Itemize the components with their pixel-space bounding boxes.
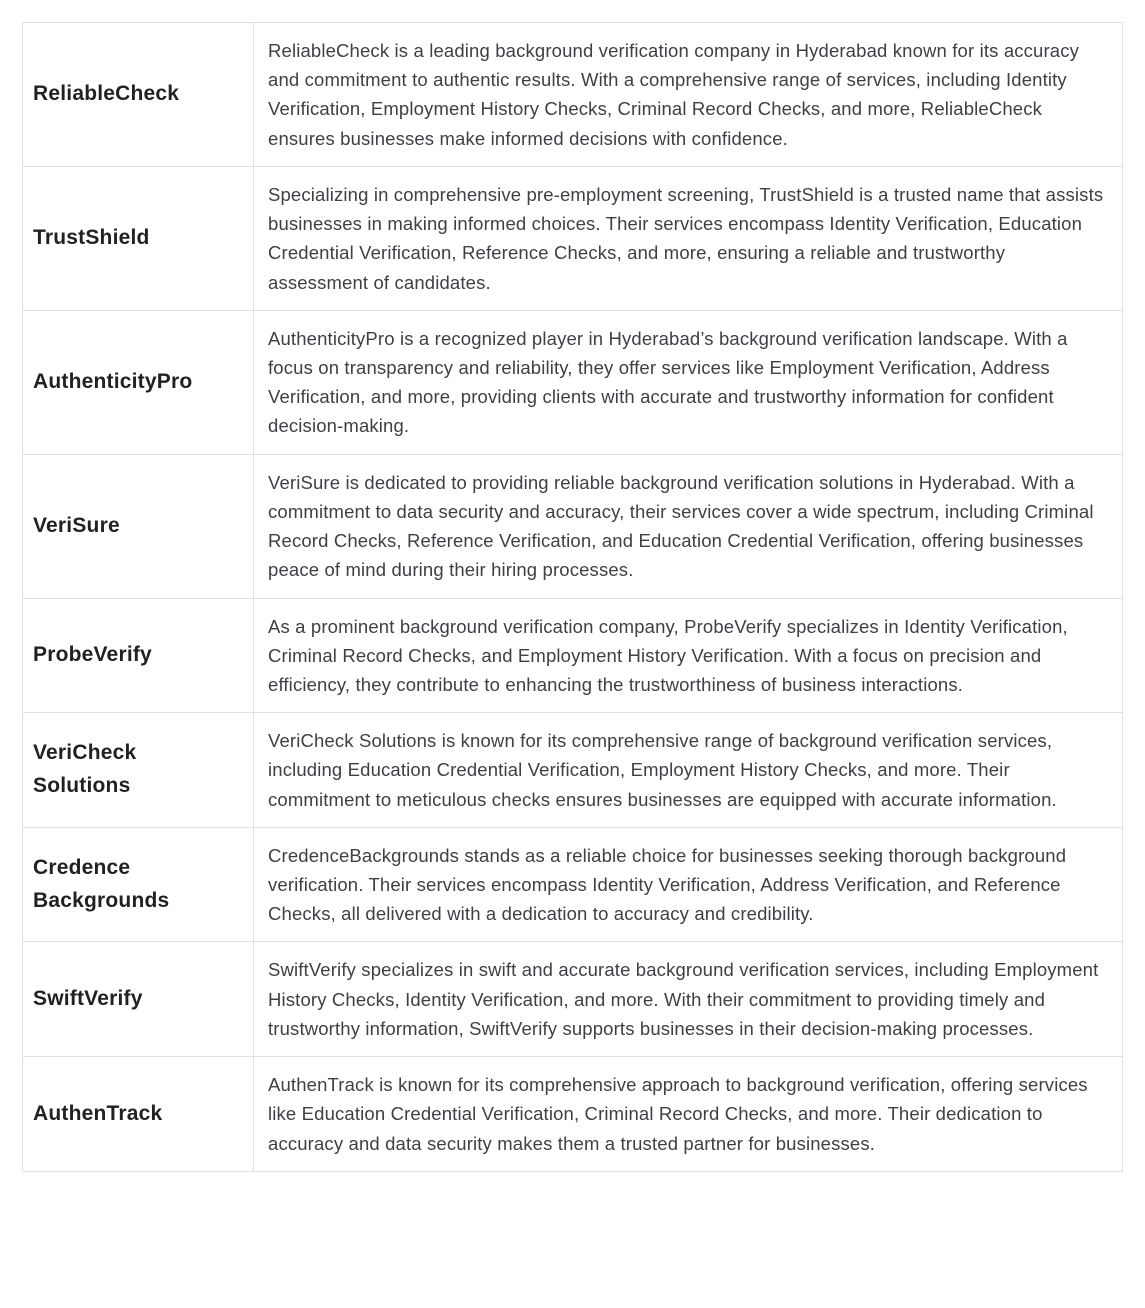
company-description: VeriCheck Solutions is known for its comprehensive range of background verification services, including Education Credential Verification, Employment History Checks, and more. Their commitment to meticulous checks ensures businesses are equipped with accurate information. xyxy=(254,713,1123,828)
company-description: ReliableCheck is a leading background verification company in Hyderabad known for its accuracy and commitment to authentic results. With a comprehensive range of services, including Identity Verification, Employment History Checks, Criminal Record Checks, and more, ReliableCheck ensures businesses make informed decisions with confidence. xyxy=(254,23,1123,167)
company-name: TrustShield xyxy=(23,166,254,310)
company-table-body xyxy=(23,23,1123,1172)
company-name: ProbeVerify xyxy=(23,598,254,713)
table-row xyxy=(23,827,1123,942)
company-description: As a prominent background verification company, ProbeVerify specializes in Identity Verification, Criminal Record Checks, and Employment History Verification. With a focus on precision and efficiency, they contribute to enhancing the trustworthiness of business interactions. xyxy=(254,598,1123,713)
table-row xyxy=(23,166,1123,310)
table-row xyxy=(23,310,1123,454)
table-row xyxy=(23,454,1123,598)
table-row xyxy=(23,23,1123,167)
company-name: VeriSure xyxy=(23,454,254,598)
company-description: Specializing in comprehensive pre-employment screening, TrustShield is a trusted name that assists businesses in making informed choices. Their services encompass Identity Verification, Education Credential Verification, Reference Checks, and more, ensuring a reliable and trustworthy assessment of candidates. xyxy=(254,166,1123,310)
company-description: AuthenticityPro is a recognized player in Hyderabad’s background verification landscape. With a focus on transparency and reliability, they offer services like Employment Verification, Address Verification, and more, providing clients with accurate and trustworthy information for confident decision-making. xyxy=(254,310,1123,454)
company-description: AuthenTrack is known for its comprehensive approach to background verification, offering services like Education Credential Verification, Criminal Record Checks, and more. Their dedication to accuracy and data security makes them a trusted partner for businesses. xyxy=(254,1057,1123,1172)
company-description: VeriSure is dedicated to providing reliable background verification solutions in Hyderabad. With a commitment to data security and accuracy, their services cover a wide spectrum, including Criminal Record Checks, Reference Verification, and Education Credential Verification, offering businesses peace of mind during their hiring processes. xyxy=(254,454,1123,598)
table-row xyxy=(23,942,1123,1057)
table-row xyxy=(23,1057,1123,1172)
company-name: SwiftVerify xyxy=(23,942,254,1057)
table-row xyxy=(23,598,1123,713)
company-name: Credence Backgrounds xyxy=(23,827,254,942)
company-name: ReliableCheck xyxy=(23,23,254,167)
company-name: AuthenticityPro xyxy=(23,310,254,454)
company-table xyxy=(22,22,1123,1172)
company-name: AuthenTrack xyxy=(23,1057,254,1172)
company-description: CredenceBackgrounds stands as a reliable choice for businesses seeking thorough background verification. Their services encompass Identity Verification, Address Verification, and Reference Checks, all delivered with a dedication to accuracy and credibility. xyxy=(254,827,1123,942)
company-description: SwiftVerify specializes in swift and accurate background verification services, including Employment History Checks, Identity Verification, and more. With their commitment to providing timely and trustworthy information, SwiftVerify supports businesses in their decision-making processes. xyxy=(254,942,1123,1057)
company-name: VeriCheck Solutions xyxy=(23,713,254,828)
table-row xyxy=(23,713,1123,828)
